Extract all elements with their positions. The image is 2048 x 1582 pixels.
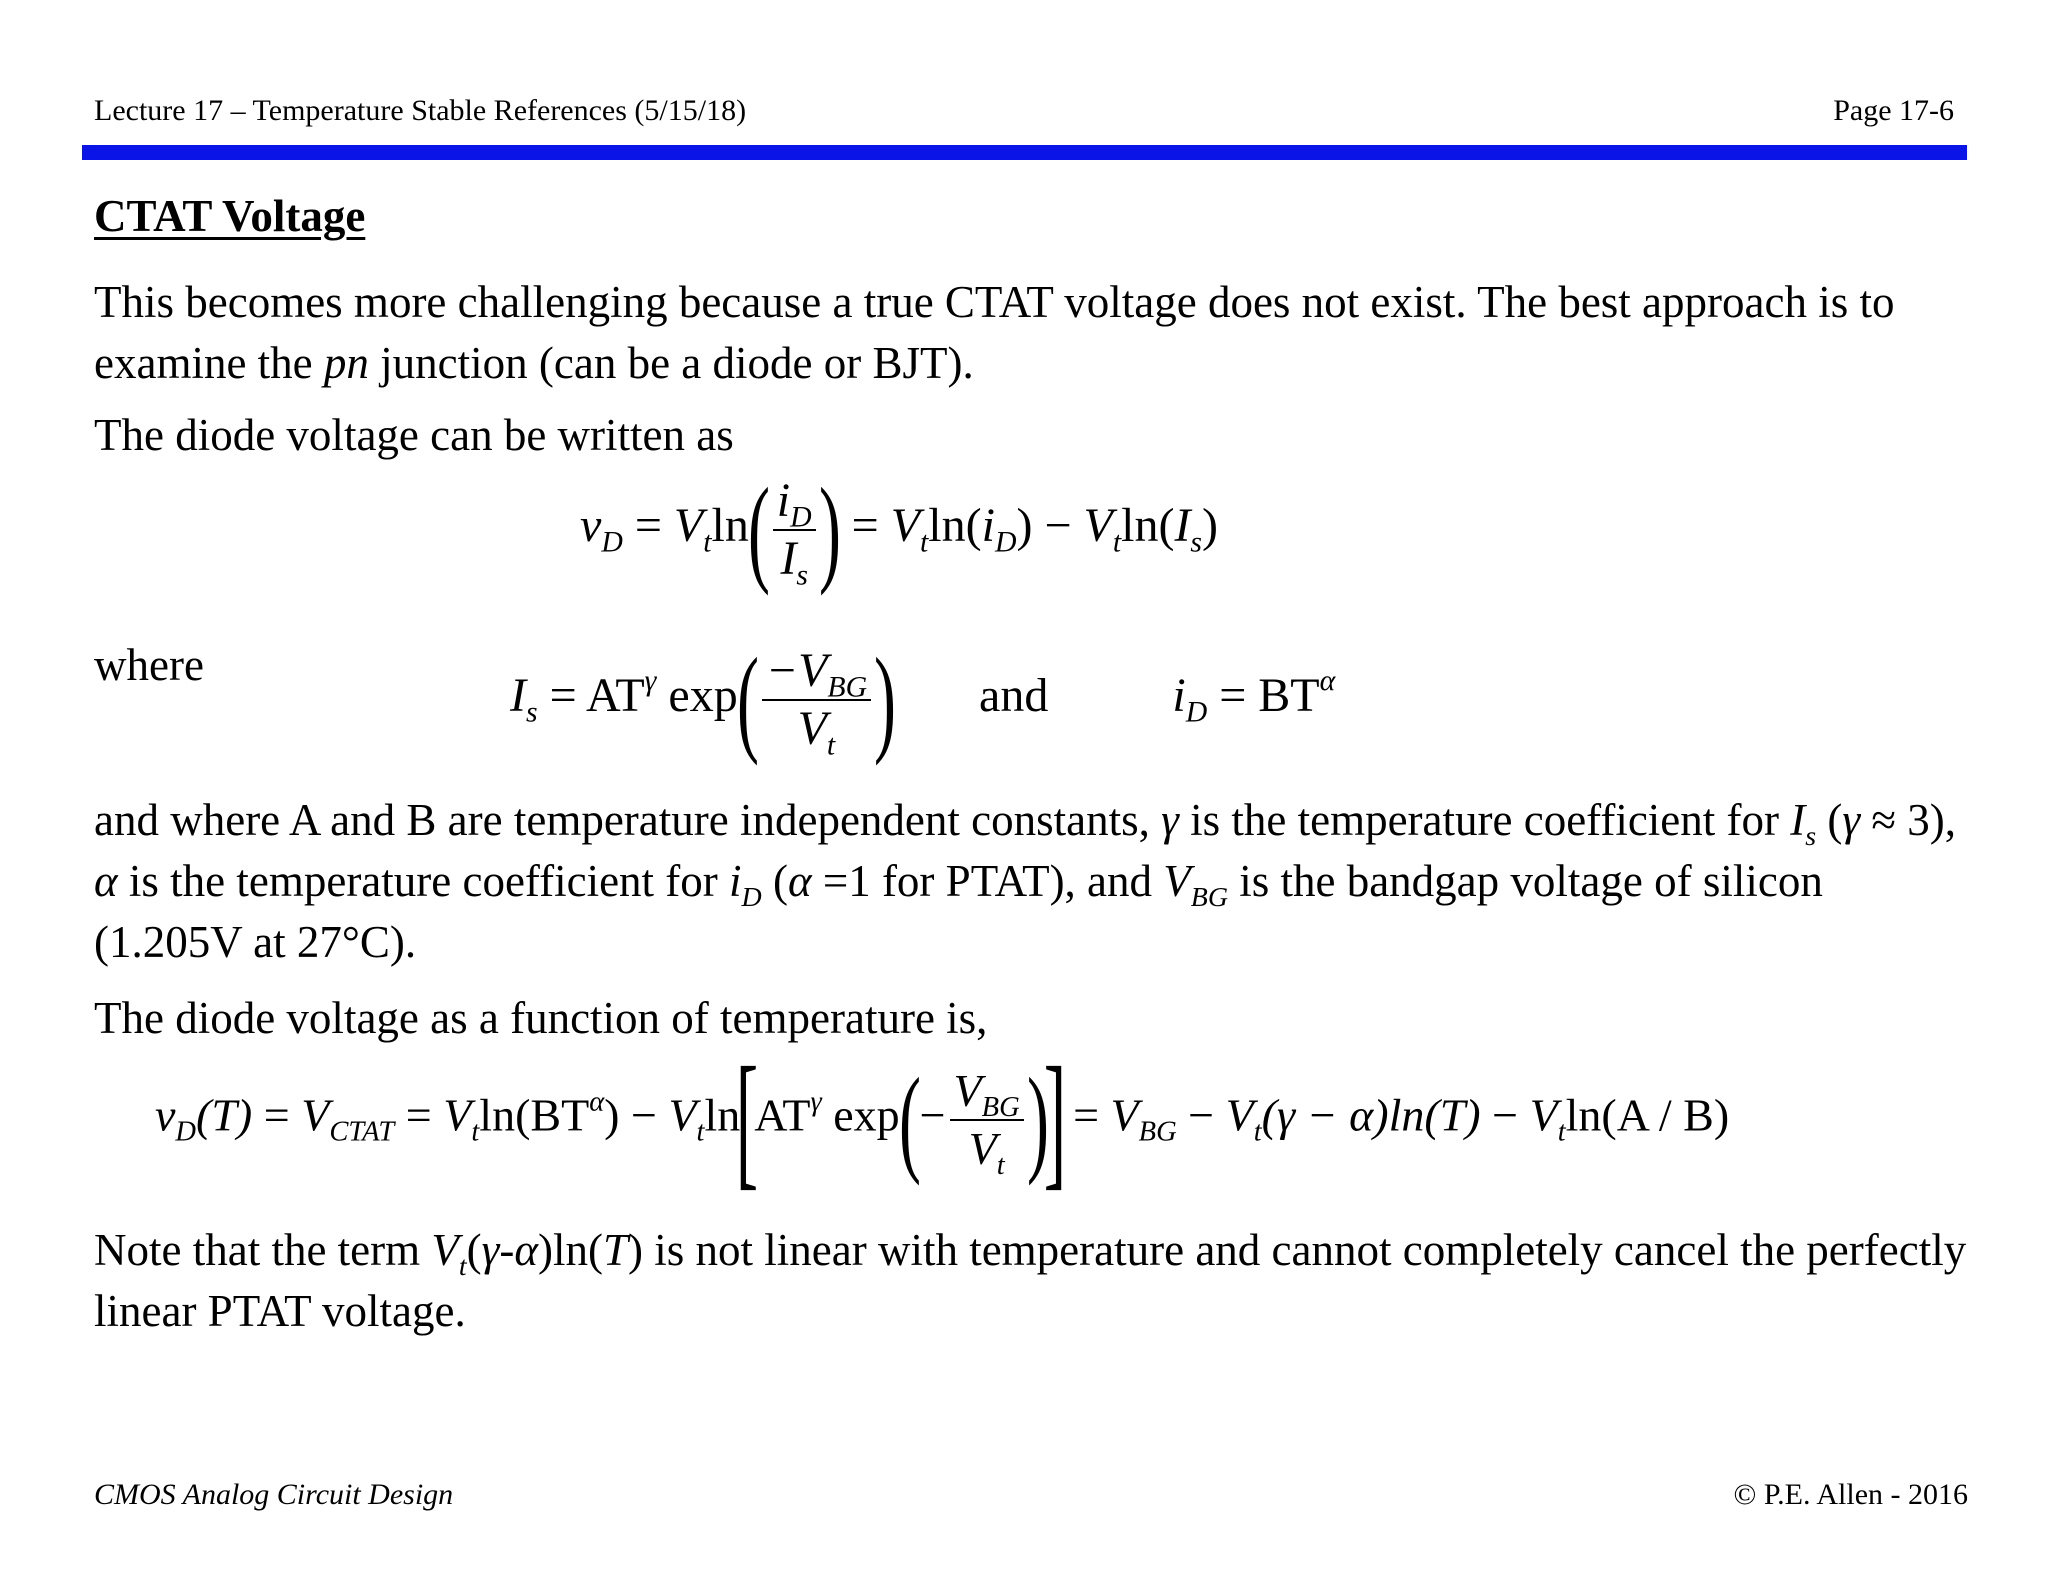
equation-ctat-voltage: $v_D(T) = V_{CTAT} = V_t\ln(BT^\alpha) - V_t\ln[AT^\gamma$ exp(− $\frac{V_{BG}}{V_t}$ )] = $V_{BG} - V_t(\gamma - \alpha)\ln(T) - V_t\ln(A / B)$	[155, 1037, 1730, 1203]
label-where: where	[94, 640, 204, 690]
paragraph-function-of-temperature: The diode voltage as a function of temperature is,	[94, 993, 988, 1043]
paragraph-note: Note that the term $V_t(\gamma-\alpha)\ln(T)$ is not linear with temperature and cannot completely cancel the perfectly linear PTAT voltage.	[94, 1225, 1967, 1336]
paragraph-intro: This becomes more challenging because a true CTAT voltage does not exist. The best approach is to examine the pn junction (can be a diode or BJT).	[94, 277, 1895, 388]
equation-diode-voltage: $v_D = V_t\ln$( $\frac{i_D}{I_s}$ ) = $V_t\ln(i_D) - V_t\ln(I_s)$	[580, 463, 1218, 596]
equation-saturation-current: $I_s = AT^\gamma$ exp( $\frac{-V_{BG}}{V_t}$ ) and $i_D = BT^\alpha$	[510, 633, 1336, 766]
header-title: Lecture 17 – Temperature Stable References (5/15/18)	[94, 94, 747, 127]
footer-copyright: © P.E. Allen - 2016	[1733, 1478, 1968, 1511]
section-title: CTAT Voltage	[94, 191, 366, 241]
footer-course-title: CMOS Analog Circuit Design	[94, 1478, 454, 1511]
page-number: Page 17-6	[1833, 94, 1954, 127]
paragraph-diode-voltage: The diode voltage can be written as	[94, 410, 734, 460]
paragraph-definitions: and where A and B are temperature independent constants, γ is the temperature coefficient for $I_s$ (γ ≈ 3), α is the temperature coefficient for $i_D$ (α =1 for PTAT), and $V_{BG}$ is the bandgap voltage of silicon (1.205V at 27°C).	[94, 795, 1957, 967]
header-rule	[82, 145, 1967, 160]
